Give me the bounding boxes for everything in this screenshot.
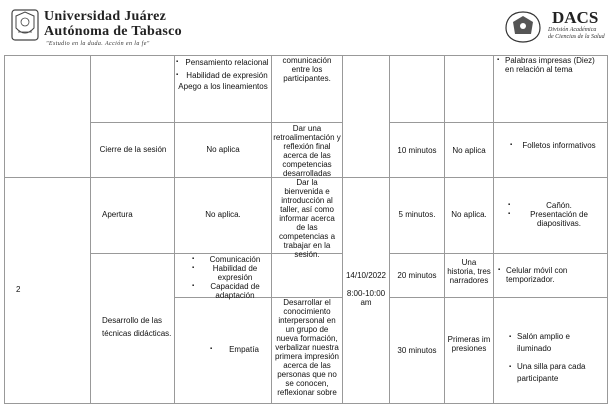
row0-competencies-cell [176,56,270,122]
row2-technique-cell: No aplica. [451,210,487,219]
row4-competencies-cell [210,345,270,354]
row4-objective-cell: Desarrollar el conocimiento interpersonal en un grupo de nueva formación, verbalizar nuestra primera impresión acerca de las personas que no se conocen, reflexionar sobre [274,298,340,397]
list-item: ▪ Una silla para cada participante [509,361,603,385]
row1-objective-cell: Dar una retroalimentación y reflexión final acerca de las competencias desarrolladas [273,124,341,178]
department-title: DACS [552,8,599,27]
row3-materials-cell [498,266,604,284]
list-item: ▪ Capacidad de adaptación [192,282,270,300]
list-item: ▪ Comunicación [192,255,270,264]
row4-materials-cell [509,331,603,385]
row0-objective-cell: comunicación entre los participantes. [282,56,332,83]
university-motto: "Estudio en la duda. Acción en la fe" [46,41,150,47]
row4-technique-cell: Primeras impresiones [447,335,491,353]
row2-competencies-cell: No aplica. [205,210,241,219]
list-item: ▪ Habilidad de expresión [176,69,270,82]
list-item: ▪ Folletos informativos [510,141,600,150]
list-item: ▪ Empatía [210,345,270,354]
university-seal-icon [10,8,40,42]
row0-extra-text: Apego a los lineamientos [178,82,268,91]
row2-materials-cell [508,201,602,228]
row1-technique-cell: No aplica [452,146,486,155]
row3-activity-cell: Desarrollo de las técnicas didácticas. [102,316,172,338]
session-date: 14/10/2022 [345,271,387,280]
row3-competencies-cell [192,255,270,300]
list-item: ▪ Salón amplio e iluminado [509,331,603,355]
session-hours: 8:00-10:00 am [346,289,386,307]
row1-competencies-cell: No aplica [206,145,240,154]
list-item: ▪ Pensamiento relacional [176,56,270,69]
university-name: Universidad Juárez Autónoma de Tabasco [44,9,182,39]
dacs-seal-icon [503,10,543,44]
list-item: ▪ Cañón. [508,201,602,210]
list-item: ▪ Palabras impresas (Diez) en relación al tema [497,56,605,74]
row2-time-cell: 5 minutos. [398,210,436,219]
row2-objective-cell: Dar la bienvenida e introducción al taller, así como informar acerca de las competencias a trabajar en la sesión. [278,178,336,259]
row4-time-cell: 30 minutos [397,346,437,355]
row2-activity-cell: Apertura [102,210,133,219]
row0-materials-cell [497,56,605,74]
row1-activity-cell: Cierre de la sesión [99,145,167,154]
row1-time-cell: 10 minutos [397,146,437,155]
list-item: ▪ Celular móvil con temporizador. [498,266,604,284]
session-number: 2 [16,285,21,294]
row3-technique-cell: Una historia, tres narradores [447,258,491,285]
row3-time-cell: 20 minutos [397,271,437,280]
list-item: ▪ Habilidad de expresión [192,264,270,282]
document-header [0,0,616,52]
row1-materials-cell [510,141,600,150]
department-subtitle: División Académica de Ciencias de la Salud [548,27,605,40]
list-item: ▪ Presentación de diapositivas. [508,210,602,228]
